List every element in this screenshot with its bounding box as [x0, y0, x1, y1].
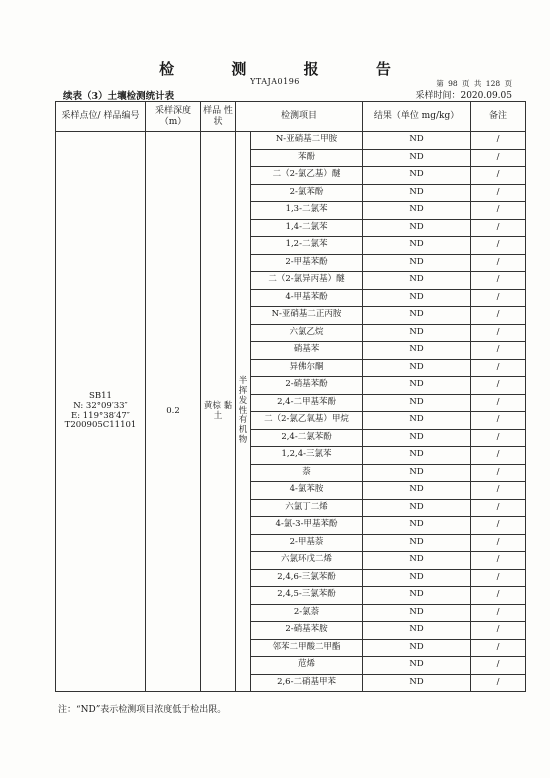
remark-cell: /: [471, 464, 526, 482]
remark-cell: /: [471, 324, 526, 342]
result-cell: ND: [363, 674, 471, 692]
sample-time: 采样时间：2020.09.05: [415, 91, 512, 101]
test-item-cell: 2-氯苯酚: [251, 184, 363, 202]
result-cell: ND: [363, 149, 471, 167]
remark-cell: /: [471, 307, 526, 325]
remark-cell: /: [471, 447, 526, 465]
result-cell: ND: [363, 657, 471, 675]
col-header-item: 检测项目: [236, 102, 363, 132]
test-item-cell: N-亚硝基二甲胺: [251, 132, 363, 150]
result-cell: ND: [363, 499, 471, 517]
item-category-cell: 半挥发性有机物: [236, 132, 251, 692]
result-cell: ND: [363, 552, 471, 570]
result-cell: ND: [363, 167, 471, 185]
sample-depth-cell: 0.2: [146, 132, 201, 692]
remark-cell: /: [471, 377, 526, 395]
report-code: YTAJA0196: [250, 77, 300, 86]
result-cell: ND: [363, 132, 471, 150]
test-item-cell: 2-硝基苯酚: [251, 377, 363, 395]
table-row: [56, 132, 526, 150]
test-item-cell: 2,4-二氯苯酚: [251, 429, 363, 447]
test-item-cell: 六氯乙烷: [251, 324, 363, 342]
sample-location-line: E: 119°38′47″: [71, 410, 130, 421]
sample-location-line: N: 32°09′33″: [73, 400, 128, 411]
test-item-cell: 2-甲基萘: [251, 534, 363, 552]
remark-cell: /: [471, 289, 526, 307]
result-cell: ND: [363, 587, 471, 605]
test-item-cell: 六氯丁二烯: [251, 499, 363, 517]
remark-cell: /: [471, 237, 526, 255]
remark-cell: /: [471, 552, 526, 570]
remark-cell: /: [471, 359, 526, 377]
test-item-cell: 2-氯萘: [251, 604, 363, 622]
test-item-cell: 1,2,4-三氯苯: [251, 447, 363, 465]
result-cell: ND: [363, 604, 471, 622]
test-item-cell: 六氯环戊二烯: [251, 552, 363, 570]
table-body: [56, 132, 526, 692]
remark-cell: /: [471, 342, 526, 360]
result-cell: ND: [363, 342, 471, 360]
remark-cell: /: [471, 254, 526, 272]
table-caption: 续表（3）土壤检测统计表: [63, 91, 175, 102]
result-cell: ND: [363, 517, 471, 535]
result-cell: ND: [363, 202, 471, 220]
remark-cell: /: [471, 499, 526, 517]
remark-cell: /: [471, 394, 526, 412]
remark-cell: /: [471, 272, 526, 290]
sample-location-line: T200905C11101: [64, 420, 137, 431]
result-cell: ND: [363, 219, 471, 237]
test-item-cell: 1,2-二氯苯: [251, 237, 363, 255]
header-row: [56, 102, 526, 132]
test-item-cell: 2,6-二硝基甲苯: [251, 674, 363, 692]
remark-cell: /: [471, 482, 526, 500]
result-cell: ND: [363, 412, 471, 430]
remark-cell: /: [471, 429, 526, 447]
test-item-cell: 硝基苯: [251, 342, 363, 360]
result-cell: ND: [363, 359, 471, 377]
sample-location-line: SB11: [89, 390, 112, 401]
test-item-cell: 萘: [251, 464, 363, 482]
test-item-cell: 异佛尔酮: [251, 359, 363, 377]
remark-cell: /: [471, 219, 526, 237]
test-item-cell: 苯酚: [251, 149, 363, 167]
test-item-cell: 1,4-二氯苯: [251, 219, 363, 237]
remark-cell: /: [471, 149, 526, 167]
remark-cell: /: [471, 184, 526, 202]
col-header-location: 采样点位/ 样品编号: [56, 102, 146, 132]
result-cell: ND: [363, 237, 471, 255]
result-cell: ND: [363, 622, 471, 640]
test-item-cell: 2,4-二甲基苯酚: [251, 394, 363, 412]
test-item-cell: 二（2-氯乙基）醚: [251, 167, 363, 185]
remark-cell: /: [471, 132, 526, 150]
remark-cell: /: [471, 534, 526, 552]
result-cell: ND: [363, 272, 471, 290]
remark-cell: /: [471, 517, 526, 535]
remark-cell: /: [471, 657, 526, 675]
remark-cell: /: [471, 167, 526, 185]
col-header-remark: 备注: [471, 102, 526, 132]
test-item-cell: 1,3-二氯苯: [251, 202, 363, 220]
remark-cell: /: [471, 622, 526, 640]
result-cell: ND: [363, 289, 471, 307]
sample-location-cell: [56, 132, 146, 692]
test-item-cell: 邻苯二甲酸二甲酯: [251, 639, 363, 657]
soil-test-table: [55, 101, 526, 692]
test-item-cell: 2,4,5-三氯苯酚: [251, 587, 363, 605]
remark-cell: /: [471, 202, 526, 220]
result-cell: ND: [363, 324, 471, 342]
sample-type-cell: 黄棕 黏土: [201, 132, 236, 692]
result-cell: ND: [363, 184, 471, 202]
result-cell: ND: [363, 569, 471, 587]
remark-cell: /: [471, 639, 526, 657]
result-cell: ND: [363, 429, 471, 447]
result-cell: ND: [363, 377, 471, 395]
remark-cell: /: [471, 587, 526, 605]
col-header-result: 结果（单位 mg/kg）: [363, 102, 471, 132]
result-cell: ND: [363, 254, 471, 272]
result-cell: ND: [363, 482, 471, 500]
remark-cell: /: [471, 412, 526, 430]
result-cell: ND: [363, 447, 471, 465]
page-number: 第 98 页 共 128 页: [436, 79, 512, 88]
test-item-cell: 二（2-氯乙氧基）甲烷: [251, 412, 363, 430]
remark-cell: /: [471, 674, 526, 692]
test-item-cell: 2,4,6-三氯苯酚: [251, 569, 363, 587]
col-header-sample-type: 样品 性状: [201, 102, 236, 132]
test-item-cell: 4-氯苯胺: [251, 482, 363, 500]
test-item-cell: 2-硝基苯胺: [251, 622, 363, 640]
test-item-cell: N-亚硝基二正丙胺: [251, 307, 363, 325]
remark-cell: /: [471, 569, 526, 587]
result-cell: ND: [363, 639, 471, 657]
test-item-cell: 2-甲基苯酚: [251, 254, 363, 272]
remark-cell: /: [471, 604, 526, 622]
result-cell: ND: [363, 464, 471, 482]
result-cell: ND: [363, 534, 471, 552]
test-item-cell: 苊烯: [251, 657, 363, 675]
result-cell: ND: [363, 307, 471, 325]
test-item-cell: 4-甲基苯酚: [251, 289, 363, 307]
footnote: 注：“ND”表示检测项目浓度低于检出限。: [58, 705, 227, 715]
page-title: 检 测 报 告: [159, 60, 417, 78]
test-item-cell: 二（2-氯异丙基）醚: [251, 272, 363, 290]
col-header-depth: 采样深度 （m）: [146, 102, 201, 132]
result-cell: ND: [363, 394, 471, 412]
test-item-cell: 4-氯-3-甲基苯酚: [251, 517, 363, 535]
